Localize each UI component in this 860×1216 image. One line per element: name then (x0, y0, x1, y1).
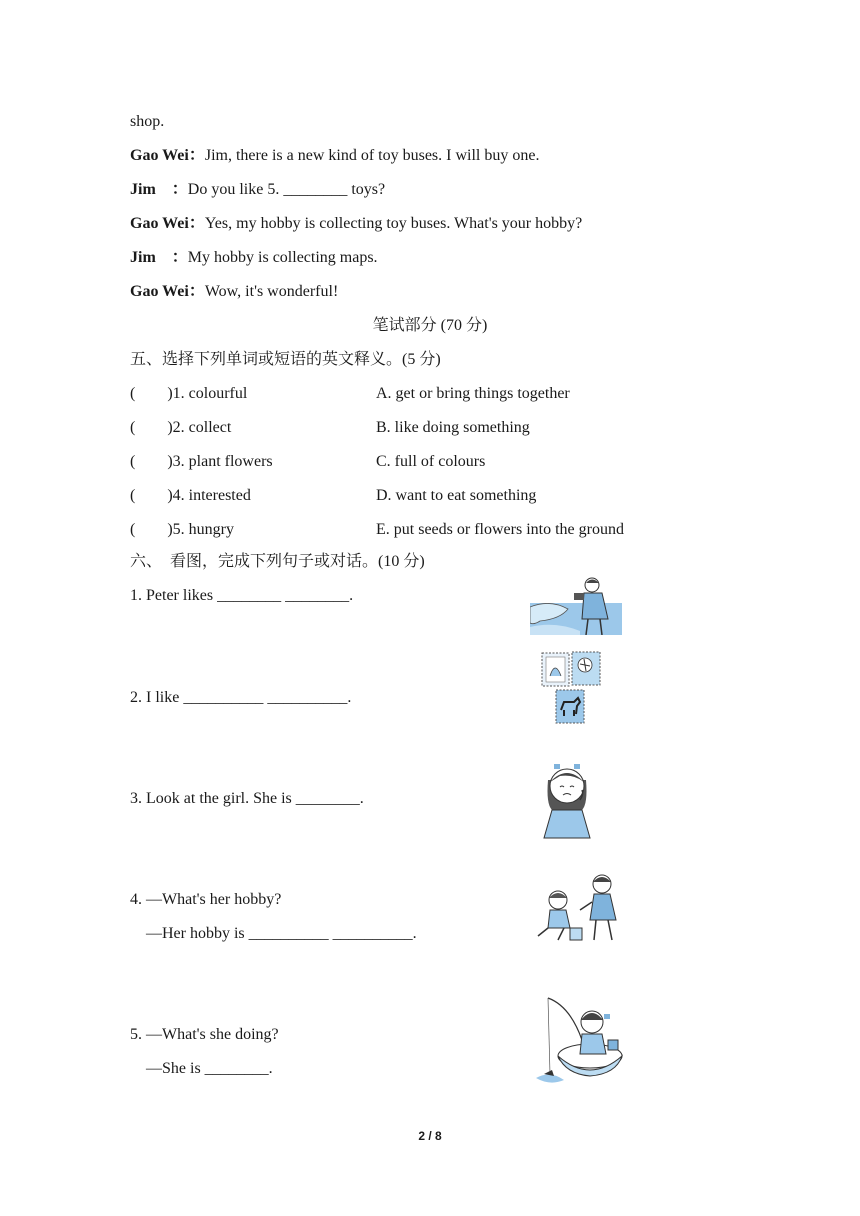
speaker-colon: ： (155, 181, 188, 198)
speaker-name: Gao Wei (130, 147, 189, 164)
match-item-left-5: ( )5. hungry (130, 521, 234, 538)
speaker-colon: ： (188, 215, 205, 232)
dialogue-text: My hobby is collecting maps. (187, 249, 378, 266)
dialogue-line-shop: shop. (130, 113, 165, 130)
speaker-name: Jim (130, 249, 156, 266)
stamps-illustration (540, 650, 602, 726)
girl-illustration (538, 760, 596, 840)
speaker-name: Gao Wei (130, 283, 189, 300)
dialogue-text: Do you like 5. ________ toys? (187, 181, 386, 198)
dialogue-text: Jim, there is a new kind of toy buses. I will buy one. (204, 147, 540, 164)
dialogue-text: Yes, my hobby is collecting toy buses. What's your hobby? (204, 215, 583, 232)
dialogue-text: Wow, it's wonderful! (204, 283, 339, 300)
question-4-ask: 4. —What's her hobby? (130, 891, 282, 908)
match-item-left-4: ( )4. interested (130, 487, 251, 504)
match-item-left-3: ( )3. plant flowers (130, 453, 273, 470)
speaker-colon: ： (188, 283, 205, 300)
dialogue-line-4 (130, 248, 378, 268)
section5-title: 五、选择下列单词或短语的英文释义。(5 分) (130, 351, 441, 368)
planting-girls-illustration (534, 870, 624, 944)
match-item-left-2: ( )2. collect (130, 419, 232, 436)
match-item-right-d: D. want to eat something (376, 487, 537, 504)
dialogue-line-5 (130, 282, 338, 302)
match-item-left-1: ( )1. colourful (130, 385, 248, 402)
match-item-right-c: C. full of colours (376, 453, 486, 470)
question-4-answer: —Her hobby is __________ __________. (130, 925, 417, 942)
question-5-ask: 5. —What's she doing? (130, 1026, 279, 1043)
question-1: 1. Peter likes ________ ________. (130, 587, 354, 604)
dialogue-line-3 (130, 214, 582, 234)
speaker-colon: ： (188, 147, 205, 164)
page-number: 2 / 8 (418, 1129, 442, 1143)
speaker-name: Gao Wei (130, 215, 189, 232)
match-item-right-a: A. get or bring things together (376, 385, 570, 402)
speaker-name: Jim (130, 181, 156, 198)
question-3: 3. Look at the girl. She is ________. (130, 790, 364, 807)
question-5-answer: —She is ________. (130, 1060, 273, 1077)
photographer-illustration (530, 575, 622, 635)
speaker-colon: ： (155, 249, 188, 266)
match-item-right-e: E. put seeds or flowers into the ground (376, 521, 624, 538)
match-item-right-b: B. like doing something (376, 419, 530, 436)
written-section-heading: 笔试部分 (70 分) (372, 317, 488, 334)
fishing-girl-illustration (530, 996, 624, 1088)
dialogue-line-1 (130, 146, 539, 166)
section6-title: 六、 看图，完成下列句子或对话。(10 分) (130, 553, 425, 570)
question-2: 2. I like __________ __________. (130, 689, 352, 706)
dialogue-line-2 (130, 180, 385, 200)
